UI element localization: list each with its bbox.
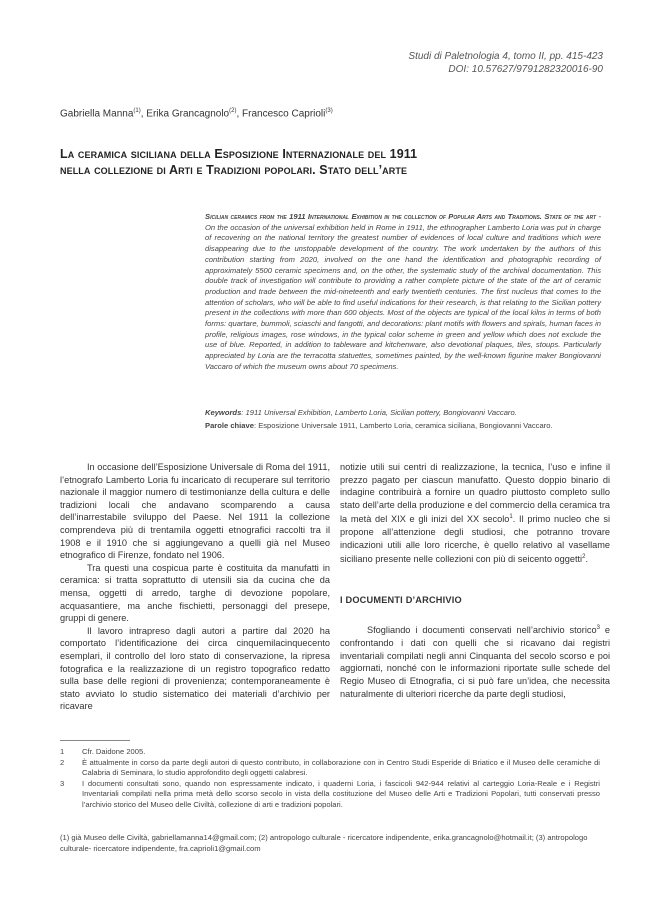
- paragraph-text: notizie utili sui centri di realizzazione, la tecnica, l’uso e infine il prezzo pagato per ciascun manufatto. Questo doppio binario di indagine contribuirà a fornire un quadro piuttosto completo sullo stato dell’arte della produzione e del commercio della ceramica tra la metà del XIX e gli inizi del XX secolo: [340, 462, 610, 525]
- affiliation-mark: (3): [325, 108, 333, 114]
- journal-header: [408, 50, 603, 76]
- author-affiliations: (1) già Museo delle Civiltà, gabriellamanna14@gmail.com; (2) antropologo culturale - ricercatore indipendente, erika.grancagnolo@hotmail.it; (3) antropologo culturale- ricercatore indipendente, fra.caprioli1@gmail.com: [60, 833, 588, 853]
- body-column-left: [60, 461, 330, 713]
- footnote-ref[interactable]: 1: [509, 514, 513, 521]
- footnote-text: Cfr. Daidone 2005.: [82, 747, 146, 756]
- affiliation-mark: (1): [133, 108, 141, 114]
- parole-chiave-text: : Esposizione Universale 1911, Lamberto Loria, ceramica siciliana, Bongiovanni Vaccaro.: [253, 421, 553, 430]
- footnote-divider: [60, 740, 130, 741]
- body-paragraph: Il lavoro intrapreso dagli autori a partire dal 2020 ha comportato l’identificazione dei circa cinquemilacinquecento esemplari, il controllo del loro stato di conservazione, la ripresa fotografica e la realizzazione di un registro topografico redatto sulla base delle regioni di provenienza; contemporaneamente è stato avviato lo studio sistematico dei materiali d’archivio per ricavare: [60, 625, 330, 712]
- footnote-ref[interactable]: 2: [582, 554, 586, 561]
- footnote-number: 2: [60, 757, 65, 767]
- body-paragraph: In occasione dell’Esposizione Universale di Roma del 1911, l’etnografo Lamberto Loria fu incaricato di recuperare sul territorio nazionale il maggior numero di testimonianze della cultura e delle tradizioni locali che andavano scomparendo a causa dell’inarrestabile sviluppo del Paese. Nel 1911 la collezione comprendeva più di trentamila oggetti etnografici raccolti tra il 1908 e il 1910 che si aggiungevano a quelli già nel Museo etnografico di Firenze, fondato nel 1906.: [60, 462, 330, 561]
- abstract: [205, 212, 601, 373]
- title-line: nella collezione di Arti e Tradizioni popolari. Stato dell’arte: [60, 163, 408, 177]
- paragraph-text: . Il primo nucleo che si propone all’attenzione degli studiosi, che potranno trovare indicazioni utili alle loro ricerche, è quello relativo al vasellame siciliano presente nelle collezioni con più di seicento oggetti: [340, 514, 611, 565]
- footnote-ref[interactable]: 3: [596, 625, 600, 632]
- body-column-right: [340, 461, 610, 700]
- abstract-title: Sicilian ceramics from the 1911 International Exhibition in the collection of Popular Arts and Traditions. State of the art: [205, 212, 597, 221]
- keywords-text: : 1911 Universal Exhibition, Lamberto Loria, Sicilian pottery, Bongiovanni Vaccaro.: [241, 408, 517, 417]
- author-name: Francesco Caprioli: [242, 108, 326, 120]
- footnote: [60, 758, 600, 779]
- section-heading: I DOCUMENTI D’ARCHIVIO: [340, 594, 462, 605]
- body-paragraph: Tra questi una cospicua parte è costituita da manufatti in ceramica: si tratta soprattutto di utensili sia da cucina che da mensa, oggetti di arredo, targhe di devozione popolare, acquasantiere, ma anche fischietti, personaggi del presepe, gruppi di genere.: [60, 562, 330, 624]
- affiliation-mark: (2): [229, 108, 237, 114]
- body-paragraph: [340, 622, 610, 700]
- abstract-text: - On the occasion of the universal exhibition held in Rome in 1911, the ethnographer Lamberto Loria was put in charge of recovering on the national territory the greatest number of evidences of local culture and traditions which were disappearing due to the unstoppable development of the country. The work undertaken by the authors of this contribution starting from 2020, involved on the one hand the identification and photographic recording of approximately 5500 ceramic specimens and, on the other, the systematic study of the archival documentation. This double track of investigation will contribute to providing a rather complete picture of the state of the art of ceramic production and trade between the mid-nineteenth and early twentieth centuries. The first nucleus that comes to the attention of scholars, who will be able to find useful indications for their research, is that relating to the Sicilian pottery present in the collections with more than 600 objects. Most of the objects are typical of the local kilns in terms of both forms: quartare, bummoli, sciaschi and fangotti, and decorations: plant motifs with flowers and spirals, human faces in profile, religious images, rose windows, in the typical color scheme in green and yellow which does not exclude the use of blue. Reported, in addition to tableware and kitchenware, also devotional plaques, tiles, stoups. Particularly appreciated by Loria are the terracotta statuettes, sometimes painted, by the well-known figurine maker Bongiovanni Vaccaro of which the museum owns about 70 specimens.: [205, 212, 602, 371]
- footnote: [60, 779, 600, 811]
- body-paragraph: [340, 461, 610, 566]
- parole-chiave-label: Parole chiave: [205, 421, 254, 430]
- paragraph-text: Sfogliando i documenti conservati nell’archivio storico: [367, 625, 597, 636]
- footnote-text: È attualmente in corso da parte degli autori di questo contributo, in collaborazione con in Centro Studi Esperide di Briatico e il Museo delle ceramiche di Calabria di Seminara, lo studio approfondito degli oggetti calabresi.: [82, 757, 600, 778]
- keywords: [205, 407, 601, 418]
- author-name: Erika Grancagnolo: [146, 108, 230, 120]
- footnotes: [60, 747, 600, 811]
- keywords-label: Keywords: [205, 408, 242, 417]
- author-name: Gabriella Manna: [60, 108, 134, 120]
- footnote-text: I documenti consultati sono, quando non espressamente indicato, i quaderni Loria, i fascicoli 942-944 relativi al carteggio Loria-Reale e i Registri Inventariali compilati nella prima metà dello scorso secolo in vista della costituzione del Museo delle Arti e Tradizioni Popolari, tutti conservati presso l’archivio storico del Museo delle Civiltà, collezione di arti e tradizioni popolari.: [82, 778, 600, 809]
- doi: DOI: 10.57627/9791282320016-90: [448, 64, 603, 75]
- footnote: [60, 747, 600, 758]
- paragraph-text: e confrontando i dati con quelli che si ricavano dai registri inventariali compilati negli anni Cinquanta del secolo scorso e poi aggiornati, nonché con le informazioni riportate sulle schede del Regio Museo di Etnografia, ci si può fare un’idea, che necessita naturalmente di ulteriori ricerche da parte degli studiosi,: [340, 625, 610, 699]
- paper-title: [60, 146, 600, 178]
- journal-citation: Studi di Paletnologia 4, tomo II, pp. 415-423: [408, 51, 603, 62]
- footnote-number: 1: [60, 747, 65, 756]
- author-list: Gabriella Manna$^{(1)}$, Erika Grancagnolo$^{(2)}$, Francesco Caprioli$^{(3)}$: [60, 108, 333, 120]
- paragraph-text: .: [585, 554, 588, 565]
- title-line: La ceramica siciliana della Esposizione Internazionale del 1911: [60, 147, 418, 161]
- parole-chiave: [205, 420, 601, 431]
- footnote-number: 3: [60, 778, 65, 788]
